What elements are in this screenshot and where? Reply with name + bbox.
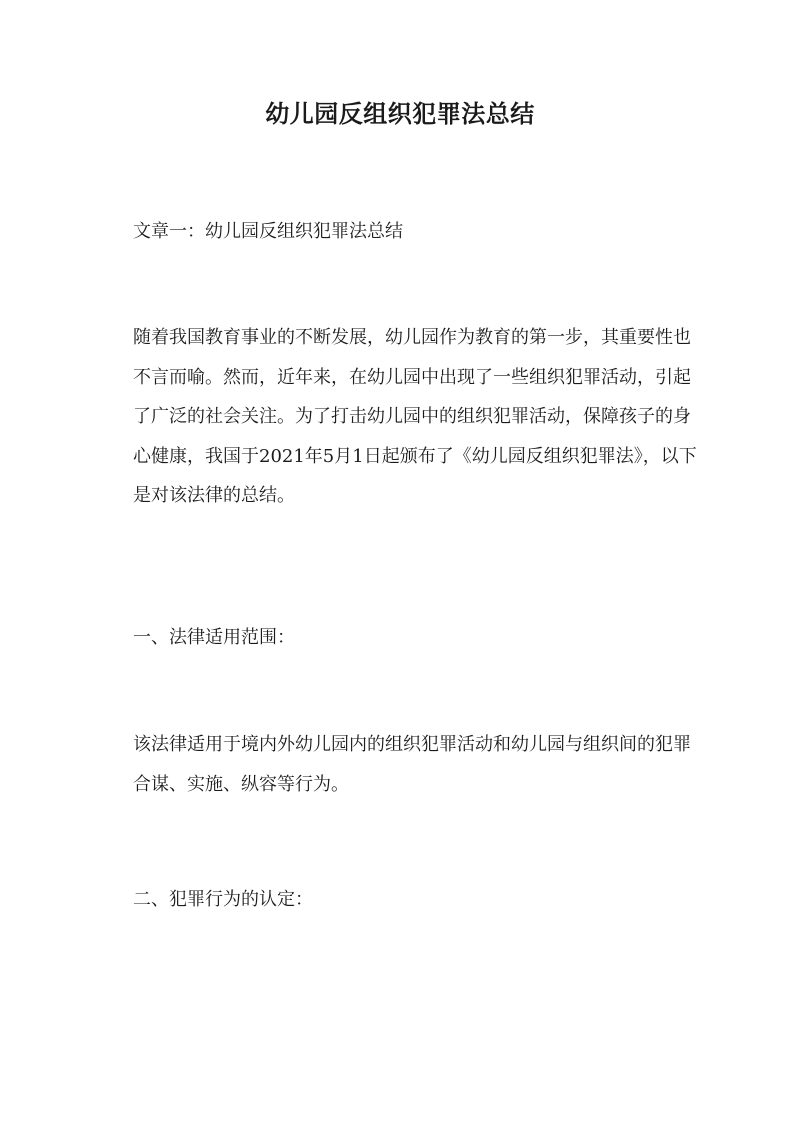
- section-heading-offense: 二、犯罪行为的认定：: [133, 889, 313, 910]
- article-subtitle: 文章一：幼儿园反组织犯罪法总结: [133, 221, 403, 242]
- section-heading-scope: 一、法律适用范围：: [133, 627, 295, 648]
- document-title: 幼儿园反组织犯罪法总结: [265, 99, 535, 128]
- section-body-scope: 该法律适用于境内外幼儿园内的组织犯罪活动和幼儿园与组织间的犯罪合谋、实施、纵容等行为。: [133, 734, 691, 795]
- intro-paragraph: 随着我国教育事业的不断发展，幼儿园作为教育的第一步，其重要性也不言而喻。然而，近年来，在幼儿园中出现了一些组织犯罪活动，引起了广泛的社会关注。为了打击幼儿园中的组织犯罪活动，保障孩子的身心健康，我国于2021年5月1日起颁布了《幼儿园反组织犯罪法》，以下是对该法律的总结。: [133, 327, 697, 506]
